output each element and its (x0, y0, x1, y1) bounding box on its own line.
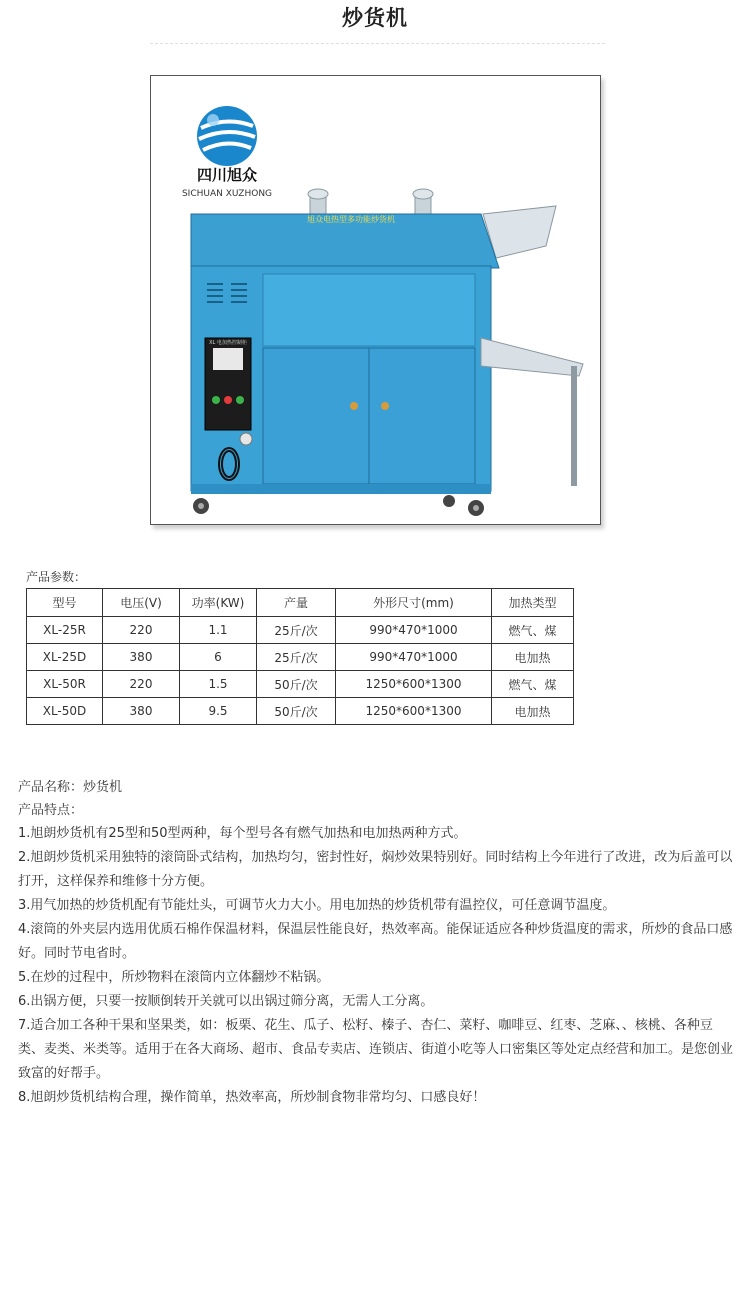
header-cell: 加热类型 (492, 589, 574, 617)
feature-item: 2.旭朗炒货机采用独特的滚筒卧式结构，加热均匀，密封性好，焖炒效果特别好。同时结构上今年进行了改进，改为后盖可以打开，这样保养和维修十分方便。 (18, 850, 733, 889)
feature-item: 1.旭朗炒货机有25型和50型两种，每个型号各有燃气加热和电加热两种方式。 (18, 826, 467, 841)
chimney-right (413, 189, 433, 216)
table-cell: 220 (103, 671, 180, 698)
right-door-knob-icon (381, 402, 389, 410)
table-cell: 1250*600*1300 (336, 671, 492, 698)
chute-leg (571, 366, 577, 486)
header-cell: 功率(KW) (180, 589, 257, 617)
table-row (27, 617, 574, 644)
feature-item: 3.用气加热的炒货机配有节能灶头，可调节火力大小。用电加热的炒货机带有温控仪，可任意调节温度。 (18, 898, 616, 913)
title-divider (150, 43, 605, 44)
table-cell: 9.5 (180, 698, 257, 725)
product-params-table (26, 588, 574, 725)
chimney-left (308, 189, 328, 216)
table-cell: 1.1 (180, 617, 257, 644)
page-title: 炒货机 (342, 6, 408, 30)
table-cell: 6 (180, 644, 257, 671)
table-cell: 220 (103, 617, 180, 644)
table-cell: 380 (103, 644, 180, 671)
header-cell: 电压(V) (103, 589, 180, 617)
table-cell: 燃气、煤 (492, 671, 574, 698)
table-cell: 990*470*1000 (336, 617, 492, 644)
table-cell: 电加热 (492, 698, 574, 725)
xuzhong-logo-icon (197, 106, 257, 166)
table-row (27, 644, 574, 671)
feature-item: 8.旭朗炒货机结构合理，操作简单，热效率高，所炒制食物非常均匀、口感良好！ (18, 1090, 486, 1105)
table-header-row (27, 589, 574, 617)
roaster-machine-illustration (151, 76, 600, 524)
table-cell: 380 (103, 698, 180, 725)
feed-hopper (483, 206, 556, 258)
table-cell: XL-50R (27, 671, 103, 698)
table-row (27, 698, 574, 725)
panel-label: XL 电加热控制柜 (209, 340, 247, 346)
temperature-gauge (213, 348, 243, 370)
table-cell: 1250*600*1300 (336, 698, 492, 725)
header-cell: 型号 (27, 589, 103, 617)
header-cell: 外形尺寸(mm) (336, 589, 492, 617)
machine-top-label: 旭众电热型多功能炒货机 (307, 215, 395, 224)
table-cell: 50斤/次 (257, 698, 336, 725)
table-cell: 50斤/次 (257, 671, 336, 698)
table-cell: 电加热 (492, 644, 574, 671)
table-cell: XL-25R (27, 617, 103, 644)
upper-panel (263, 274, 475, 346)
params-label: 产品参数： (26, 570, 87, 584)
table-cell: XL-50D (27, 698, 103, 725)
table-cell: XL-25D (27, 644, 103, 671)
table-cell: 990*470*1000 (336, 644, 492, 671)
feature-item: 6.出锅方便，只要一按顺倒转开关就可以出锅过筛分离，无需人工分离。 (18, 994, 434, 1009)
table-cell: 1.5 (180, 671, 257, 698)
wheel-icon (193, 495, 484, 516)
header-cell: 产量 (257, 589, 336, 617)
left-door-knob-icon (350, 402, 358, 410)
features-label: 产品特点： (18, 803, 84, 818)
feature-item: 4.滚筒的外夹层内选用优质石棉作保温材料，保温层性能良好，热效率高。能保证适应各种炒货温度的需求，所炒的食品口感好。同时节电省时。 (18, 922, 733, 961)
logo-en-text: SICHUAN XUZHONG (181, 189, 273, 199)
feature-item: 5.在炒的过程中，所炒物料在滚筒内立体翻炒不粘锅。 (18, 970, 330, 985)
logo-cn-text: 四川旭众 (196, 166, 258, 184)
product-photo (150, 75, 601, 525)
table-row (27, 671, 574, 698)
table-cell: 25斤/次 (257, 617, 336, 644)
table-cell: 25斤/次 (257, 644, 336, 671)
discharge-chute (481, 338, 583, 376)
reverse-button-icon (236, 396, 244, 404)
feature-item: 7.适合加工各种干果和坚果类，如：板栗、花生、瓜子、松籽、榛子、杏仁、菜籽、咖啡豆、红枣、芝麻、、核桃、各种豆类、麦类、米类等。适用于在各大商场、超市、食品专卖店、连锁店、街道小吃等人口密集区等处定点经营和加工。是您创业致富的好帮手。 (18, 1018, 734, 1081)
product-info (18, 776, 738, 1110)
start-button-icon (212, 396, 220, 404)
knob-icon (240, 433, 252, 445)
cabinet-base (191, 484, 491, 494)
table-cell: 燃气、煤 (492, 617, 574, 644)
product-name-line: 产品名称：炒货机 (18, 780, 123, 795)
stop-button-icon (224, 396, 232, 404)
